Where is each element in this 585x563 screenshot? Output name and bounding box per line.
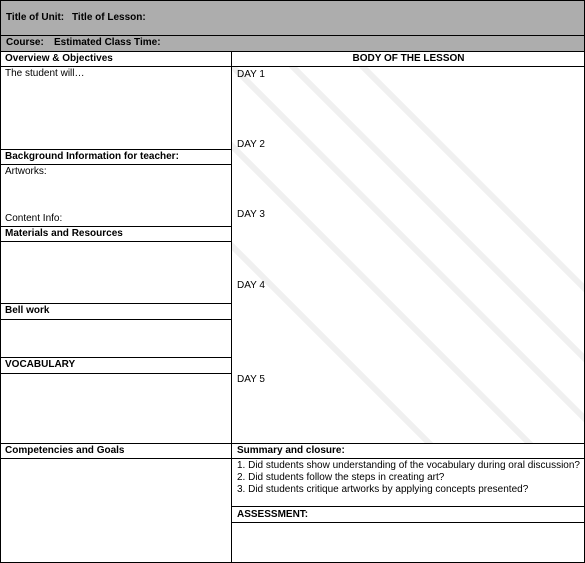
title-bar [0,0,585,36]
rule-bellwork-top [0,303,232,304]
summary-heading: Summary and closure: [237,445,345,456]
title-of-unit-label: Title of Unit: [6,12,65,23]
rule-body-heading [231,66,585,67]
rule-vocabulary-bottom [0,373,232,374]
rule-background-bottom [0,164,232,165]
title-of-lesson-label: Title of Lesson: [72,12,146,23]
day-2-label: DAY 2 [237,139,265,150]
question-1: 1. Did students show understanding of the vocabulary during oral discussion? [237,460,580,471]
day-1-label: DAY 1 [237,69,265,80]
content-info-label: Content Info: [5,213,63,224]
bellwork-heading: Bell work [5,305,50,316]
question-2: 2. Did students follow the steps in creating art? [237,472,445,483]
rule-materials-bottom [0,241,232,242]
materials-heading: Materials and Resources [5,228,123,239]
background-heading: Background Information for teacher: [5,151,179,162]
day-5-label: DAY 5 [237,374,265,385]
body-of-lesson-heading: BODY OF THE LESSON [352,53,465,64]
day-3-label: DAY 3 [237,209,265,220]
assessment-heading: ASSESSMENT: [237,509,309,520]
rule-competencies-bottom [0,458,585,459]
overview-text: The student will… [5,68,85,79]
rule-background-top [0,149,232,150]
watermark-lines [232,66,584,443]
question-3: 3. Did students critique artworks by applying concepts presented? [237,484,529,495]
rule-materials-top [0,226,232,227]
competencies-heading: Competencies and Goals [5,445,125,456]
rule-overview [0,66,232,67]
rule-assessment-bottom [231,522,585,523]
course-bar [0,36,585,52]
artworks-label: Artworks: [5,166,47,177]
course-label: Course: [6,37,44,48]
overview-heading: Overview & Objectives [5,53,113,64]
vocabulary-heading: VOCABULARY [5,359,76,370]
estimated-class-time-label: Estimated Class Time: [54,37,161,48]
rule-competencies-top [0,443,585,444]
day-4-label: DAY 4 [237,280,265,291]
rule-vocabulary-top [0,357,232,358]
rule-bellwork-bottom [0,319,232,320]
rule-assessment-top [231,506,585,507]
